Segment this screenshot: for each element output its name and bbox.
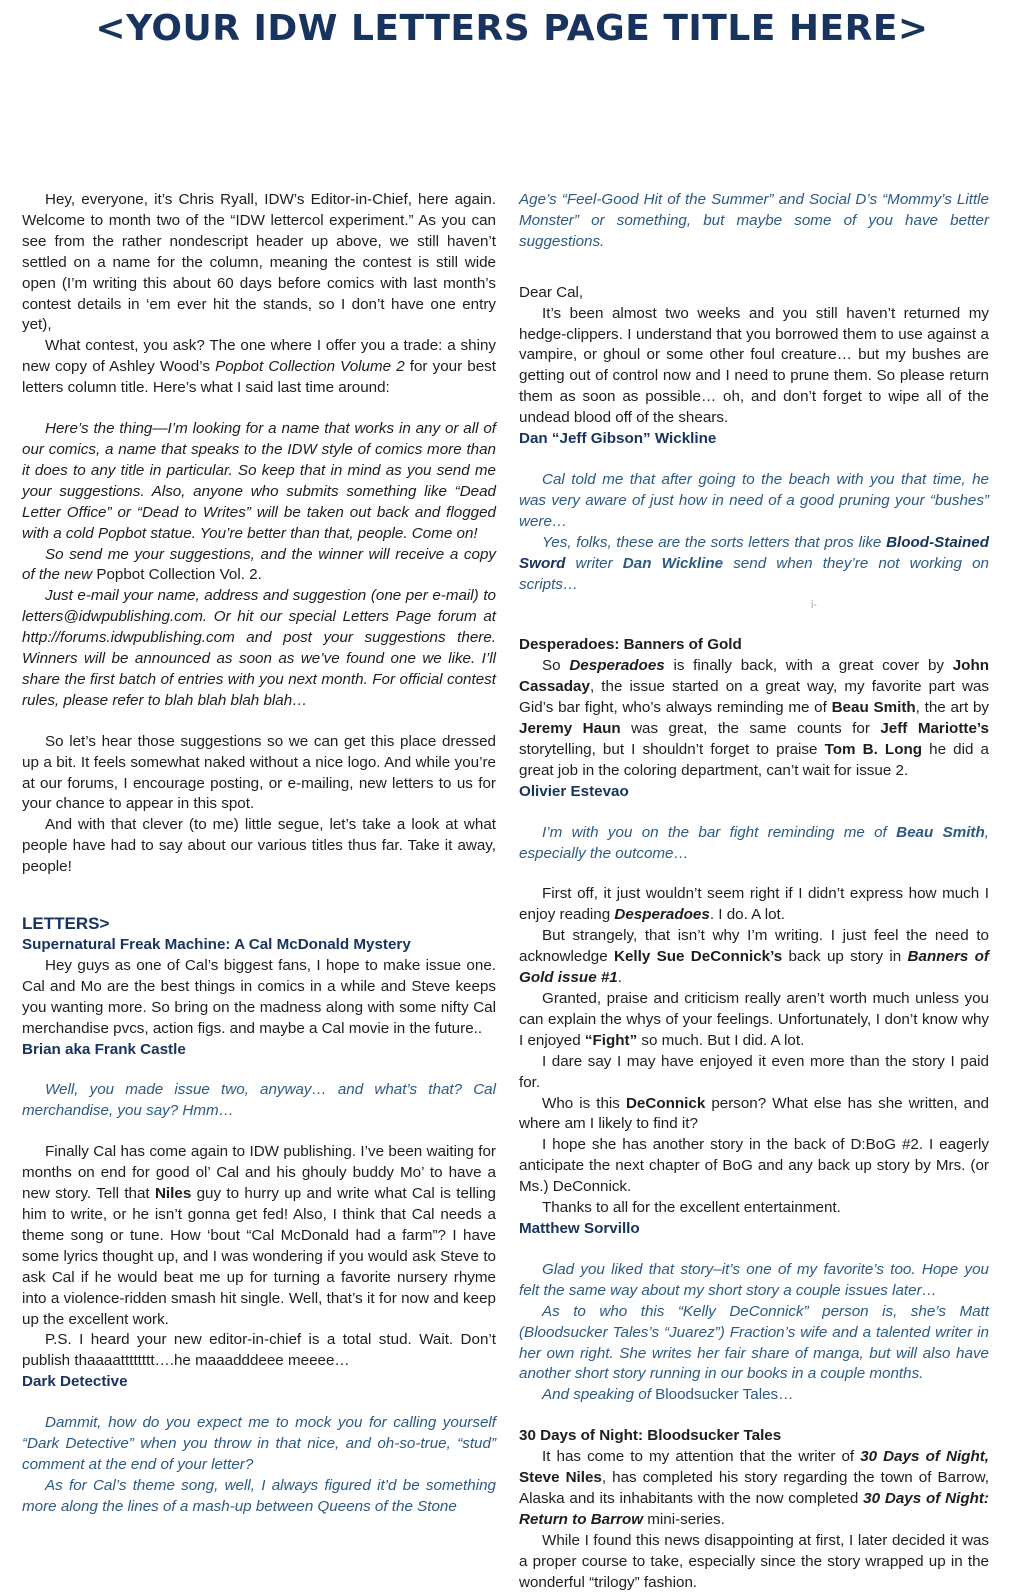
editor-reply: As for Cal’s theme song, well, I always figured it’d be something more along the lines of a mash-up between Queens of the Stone: [22, 1476, 496, 1515]
letter-body: It’s been almost two weeks and you still haven’t returned my hedge-clippers. I understand that you borrowed them to use against a vampire, or ghoul or some other foul creature… but my bushes are getting out of control now and I need to prune them. So please return them as soon as possible… oh, and don’t forget to wipe all of the undead blood off of the shears.: [519, 304, 989, 427]
page-title: <YOUR IDW LETTERS PAGE TITLE HERE>: [95, 8, 929, 49]
letter-body: Who is this DeConnick person? What else has she written, and where am I likely to find it?: [519, 1094, 989, 1133]
quoted-rules: Just e-mail your name, address and suggestion (one per e-mail) to letters@idwpublishing.com. Or hit our special Letters Page forum at http://forums.idwpublishing.com and post your suggestions there. Winners will be announced as soon as we’ve found one we like. I’ll share the first batch of entries with you next month. For official contest rules, please refer to blah blah blah blah…: [22, 587, 496, 709]
editor-reply: Age’s “Feel-Good Hit of the Summer” and Social D’s “Mommy’s Little Monster” or something, but maybe some of you have better suggestions.: [519, 191, 989, 250]
letter-body: Hey guys as one of Cal’s biggest fans, I hope to make issue one. Cal and Mo are the best things in comics in a while and Steve keeps you wanting more. So bring on the madness along with some nifty Cal merchandise pvcs, action figs. and maybe a Cal movie in the future..: [22, 956, 496, 1037]
editor-reply: As to who this “Kelly DeConnick” person is, she’s Matt (Bloodsucker Tales’s “Juarez”) Fraction’s wife and a talented writer in her own right. She writes her fair share of manga, but will also have another short story running in our books in a couple months.: [519, 1302, 989, 1383]
letter-body: While I found this news disappointing at first, I later decided it was a proper course to take, especially since the story wrapped up in the wonderful “trilogy” fashion.: [519, 1531, 989, 1591]
letter-signature: Matthew Sorvillo: [519, 1219, 640, 1237]
letter-salutation: Dear Cal,: [519, 283, 584, 301]
letter-body: So Desperadoes is finally back, with a great cover by John Cassaday, the issue started on a great way, my favorite part was Gid’s bar fight, who’s always reminding me of Beau Smith, the art by Jeremy Haun was great, the same counts for Jeff Mariotte’s storytelling, but I shouldn’t forget to praise Tom B. Long he did a great job in the coloring department, can’t wait for issue 2.: [519, 657, 990, 779]
right-column: [519, 190, 989, 1593]
editor-reply: Dammit, how do you expect me to mock you for calling yourself “Dark Detective” when you throw in that nice, and oh-so-true, “stud” comment at the end of your letter?: [22, 1414, 496, 1473]
editor-reply: And speaking of Bloodsucker Tales…: [542, 1386, 794, 1404]
intro-paragraph: So let’s hear those suggestions so we can get this place dressed up a bit. It feels somewhat naked without a nice logo. And while you’re at our forums, I encourage posting, or e-mailing, new letters to us for your chance to appear in this spot.: [22, 732, 496, 813]
stray-mark: i-: [810, 599, 818, 612]
intro-paragraph: And with that clever (to me) little segue, let’s take a look at what people have had to say about our various titles thus far. Take it away, people!: [22, 816, 496, 876]
editor-reply: Yes, folks, these are the sorts letters that pros like Blood-Stained Sword writer Dan Wickline send when they’re not working on scripts…: [519, 533, 990, 593]
letters-heading: LETTERS>: [22, 914, 110, 934]
intro-paragraph: Hey, everyone, it’s Chris Ryall, IDW’s Editor-in-Chief, here again. Welcome to month two of the “IDW lettercol experiment.” As you can see from the rather nondescript header up above, we still haven’t settled on a name for the column, meaning the contest is still wide open (I’m writing this about 60 days before comics with last month’s contest details in ‘em ever hit the stands, so I don’t have one entry yet),: [22, 191, 496, 334]
letter-body: Thanks to all for the excellent entertainment.: [542, 1199, 841, 1217]
editor-reply: I’m with you on the bar fight reminding me of Beau Smith, especially the outcome…: [519, 823, 989, 862]
letter-section-title: 30 Days of Night: Bloodsucker Tales: [519, 1427, 782, 1445]
editor-reply: Glad you liked that story–it’s one of my favorite’s too. Hope you felt the same way about my short story a couple issues later…: [519, 1260, 989, 1299]
letter-body: P.S. I heard your new editor-in-chief is a total stud. Wait. Don’t publish thaaaatttttttt….he maaadddeee meeee…: [22, 1331, 496, 1370]
letter-body: It has come to my attention that the writer of 30 Days of Night, Steve Niles, has completed his story regarding the town of Barrow, Alaska and its inhabitants with the now completed 30 Days of Night: Return to Barrow mini-series.: [519, 1448, 989, 1528]
letter-body: Finally Cal has come again to IDW publishing. I’ve been waiting for months on end for good ol’ Cal and his ghouly buddy Mo’ to have a new story. Tell that Niles guy to hurry up and write what Cal is telling him to write, or he isn’t gonna get fed! Also, I think that Cal needs a theme song or tune. How ‘bout “Cal McDonald had a farm”? I have some lyrics thought up, and I was wondering if you would ask Steve to ask Cal if he would beat me up for turning a favorite nursery rhyme into a violence-ridden smash hit single. Well, that’s it for now and keep up the excellent work.: [22, 1143, 496, 1328]
letter-body: I hope she has another story in the back of D:BoG #2. I eagerly anticipate the next chapter of BoG and any back up story by Mrs. (or Ms.) DeConnick.: [519, 1136, 989, 1196]
letter-signature: Dark Detective: [22, 1373, 128, 1391]
letter-signature: Olivier Estevao: [519, 782, 629, 800]
letter-body: I dare say I may have enjoyed it even more than the story I paid for.: [519, 1052, 989, 1091]
intro-paragraph: What contest, you ask? The one where I offer you a trade: a shiny new copy of Ashley Wood’s Popbot Collection Volume 2 for your best letters column title. Here’s what I said last time around:: [22, 337, 496, 397]
quoted-rules: Here’s the thing—I’m looking for a name that works in any or all of our comics, a name that speaks to the IDW style of comics more than it does to any title in particular. So keep that in mind as you send me your suggestions. Also, anyone who submits something like “Dead Letter Office” or “Dead to Writes” will be taken out back and flogged with a cold Popbot statue. You’re better than that, people. Come on!: [22, 420, 496, 542]
quoted-rules: So send me your suggestions, and the winner will receive a copy of the new Popbot Collection Vol. 2.: [22, 545, 496, 584]
left-column: [22, 190, 496, 1518]
letter-section-title: Desperadoes: Banners of Gold: [519, 636, 742, 654]
editor-reply: Cal told me that after going to the beach with you that time, he was very aware of just how in need of a good pruning your “bushes” were…: [519, 470, 989, 530]
letter-body: But strangely, that isn’t why I’m writing. I just feel the need to acknowledge Kelly Sue DeConnick’s back up story in Banners of Gold issue #1.: [519, 927, 989, 987]
letter-body: First off, it just wouldn’t seem right if I didn’t express how much I enjoy reading Desperadoes. I do. A lot.: [519, 885, 989, 924]
editor-reply: Well, you made issue two, anyway… and what’s that? Cal merchandise, you say? Hmm…: [22, 1081, 496, 1120]
letter-section-title: Supernatural Freak Machine: A Cal McDonald Mystery: [22, 936, 411, 953]
letter-signature: Brian aka Frank Castle: [22, 1040, 186, 1058]
letter-signature: Dan “Jeff Gibson” Wickline: [519, 430, 717, 448]
letter-body: Granted, praise and criticism really aren’t worth much unless you can explain the whys of your feelings. Unfortunately, I don’t know why I enjoyed “Fight” so much. But I did. A lot.: [519, 990, 989, 1049]
